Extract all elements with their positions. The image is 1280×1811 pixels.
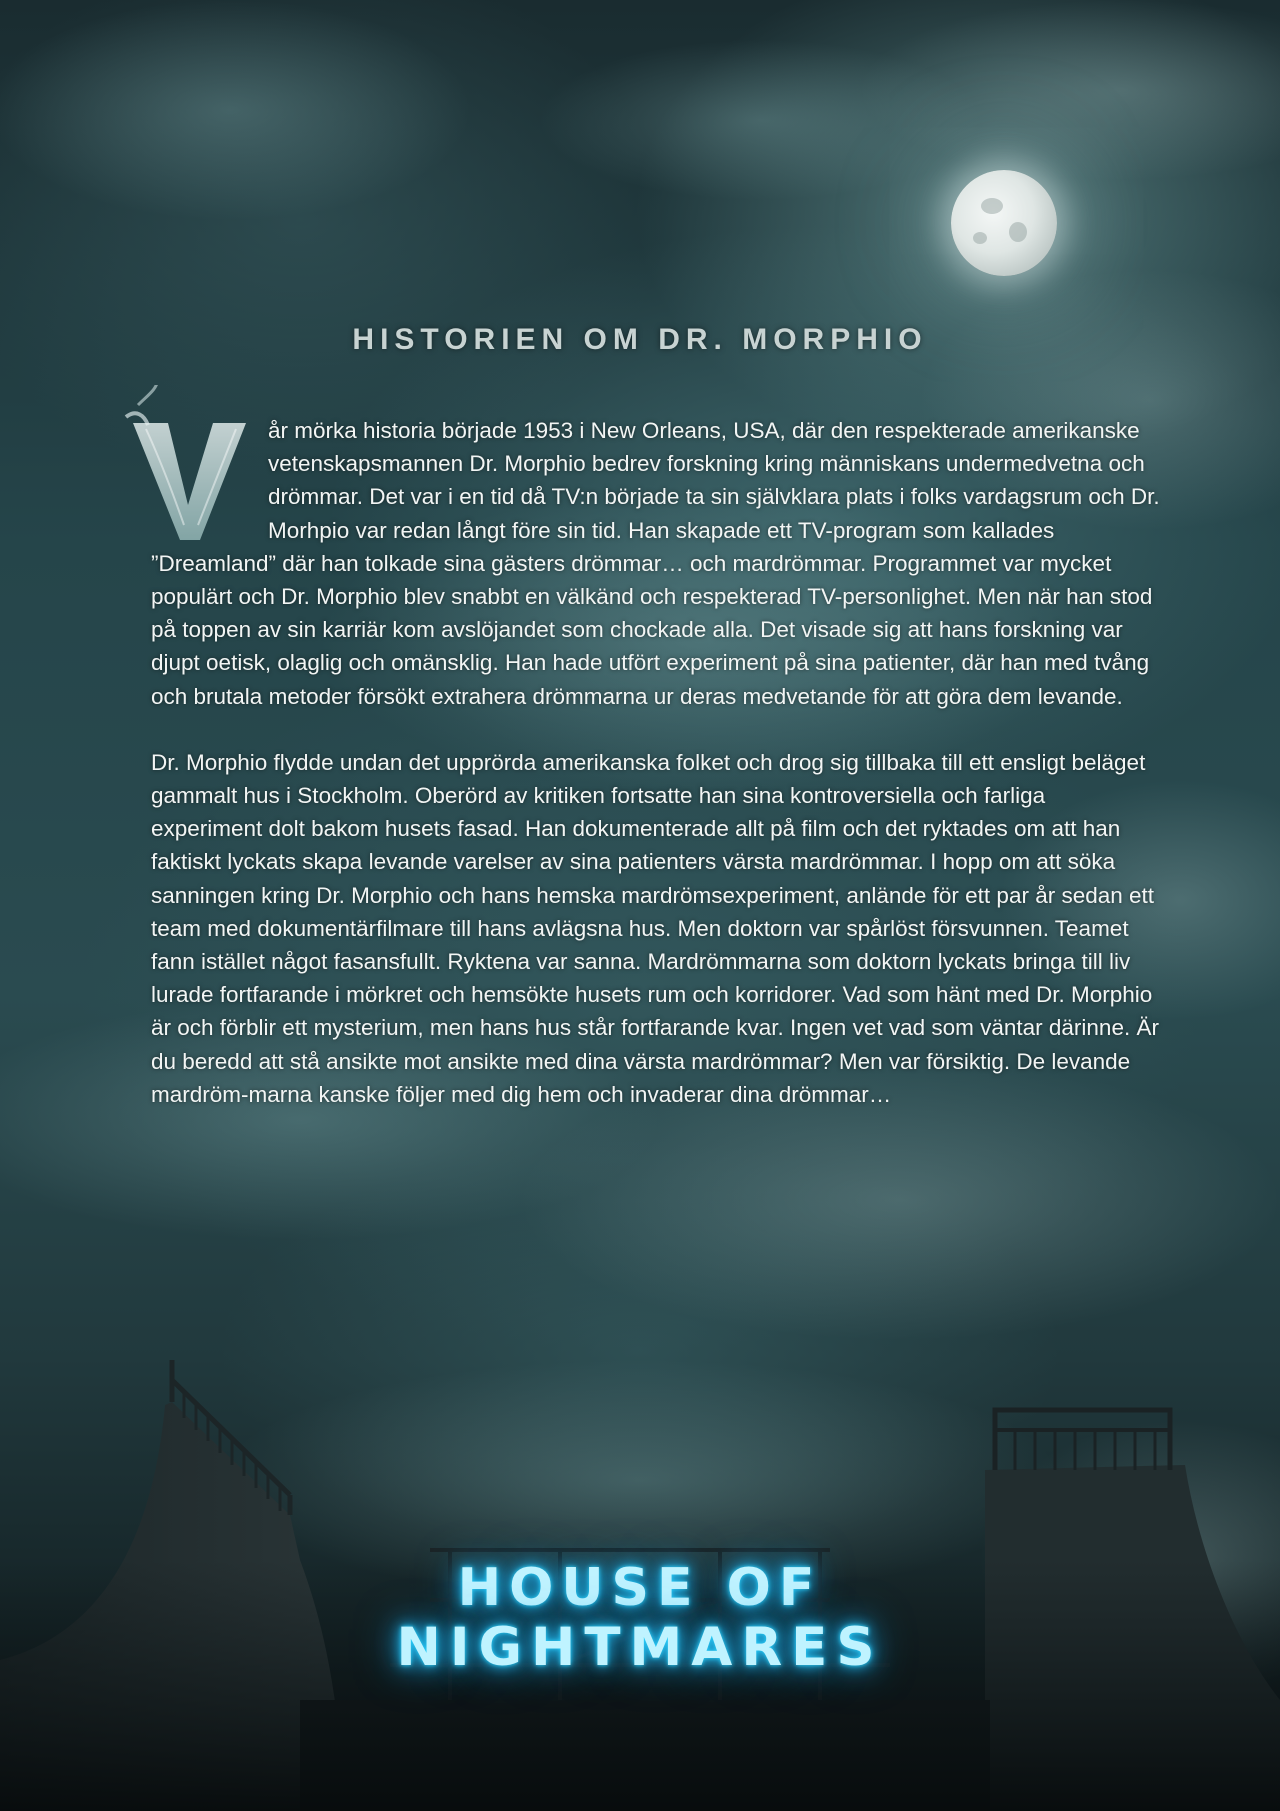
story-body — [151, 414, 1161, 1111]
logo-line-2: NIGHTMARES — [396, 1617, 884, 1678]
moon — [951, 170, 1057, 276]
story-paragraph-1 — [151, 414, 1161, 713]
story-paragraph-2: Dr. Morphio flydde undan det upprörda amerikanska folket och drog sig tillbaka till ett ensligt beläget gammalt hus i Stockholm. Oberörd av kritiken fortsatte han sina kontroversiella och farliga experiment dolt bakom husets fasad. Han dokumenterade allt på film och det ryktades om att han faktiskt lyckats skapa levande varelser av sina patienters värsta mardrömmar. I hopp om att söka sanningen kring Dr. Morphio och hans hemska mardrömsexperiment, anlände för ett par år sedan ett team med dokumentärfilmare till hans avlägsna hus. Men doktorn var spårlöst försvunnen. Teamet fann istället något fasansfullt. Ryktena var sanna. Mardrömmarna som doktorn lyckats bringa till liv lurade fortfarande i mörkret och hemsökte husets rum och korridorer. Vad som hänt med Dr. Morphio är och förblir ett mysterium, men hans hus står fortfarande kvar. Ingen vet vad som väntar därinne. Är du beredd att stå ansikte mot ansikte med dina värsta mardrömmar? Men var försiktig. De levande mardröm-marna kanske följer med dig hem och invaderar dina drömmar… — [151, 749, 1159, 1107]
page-title: HISTORIEN OM DR. MORPHIO — [352, 323, 928, 356]
logo-line-1: HOUSE OF — [457, 1558, 823, 1618]
paragraph-1-text: år mörka historia började 1953 i New Orleans, USA, där den respekterade amerikanske vetenskapsmannen Dr. Morphio bedrev forskning kring människans undermedvetna och drömmar. Det var i en tid då TV:n började ta sin självklara plats i folks vardagsrum och Dr. Morhpio var redan långt före sin tid. Han skapade ett TV-program som kallades ”Dreamland” där han tolkade sina gästers drömmar… och mardrömmar. Programmet var mycket populärt och Dr. Morphio blev snabbt en välkänd och respekterad TV-personlighet. Men när han stod på toppen av sin karriär kom avslöjandet som chockade alla. Det visade sig att hans forskning var djupt oetisk, olaglig och omänsklig. Han hade utfört experiment på sina patienter, där han med tvång och brutala metoder försökt extrahera drömmarna ur deras medvetande för att göra dem levande. — [151, 418, 1160, 709]
